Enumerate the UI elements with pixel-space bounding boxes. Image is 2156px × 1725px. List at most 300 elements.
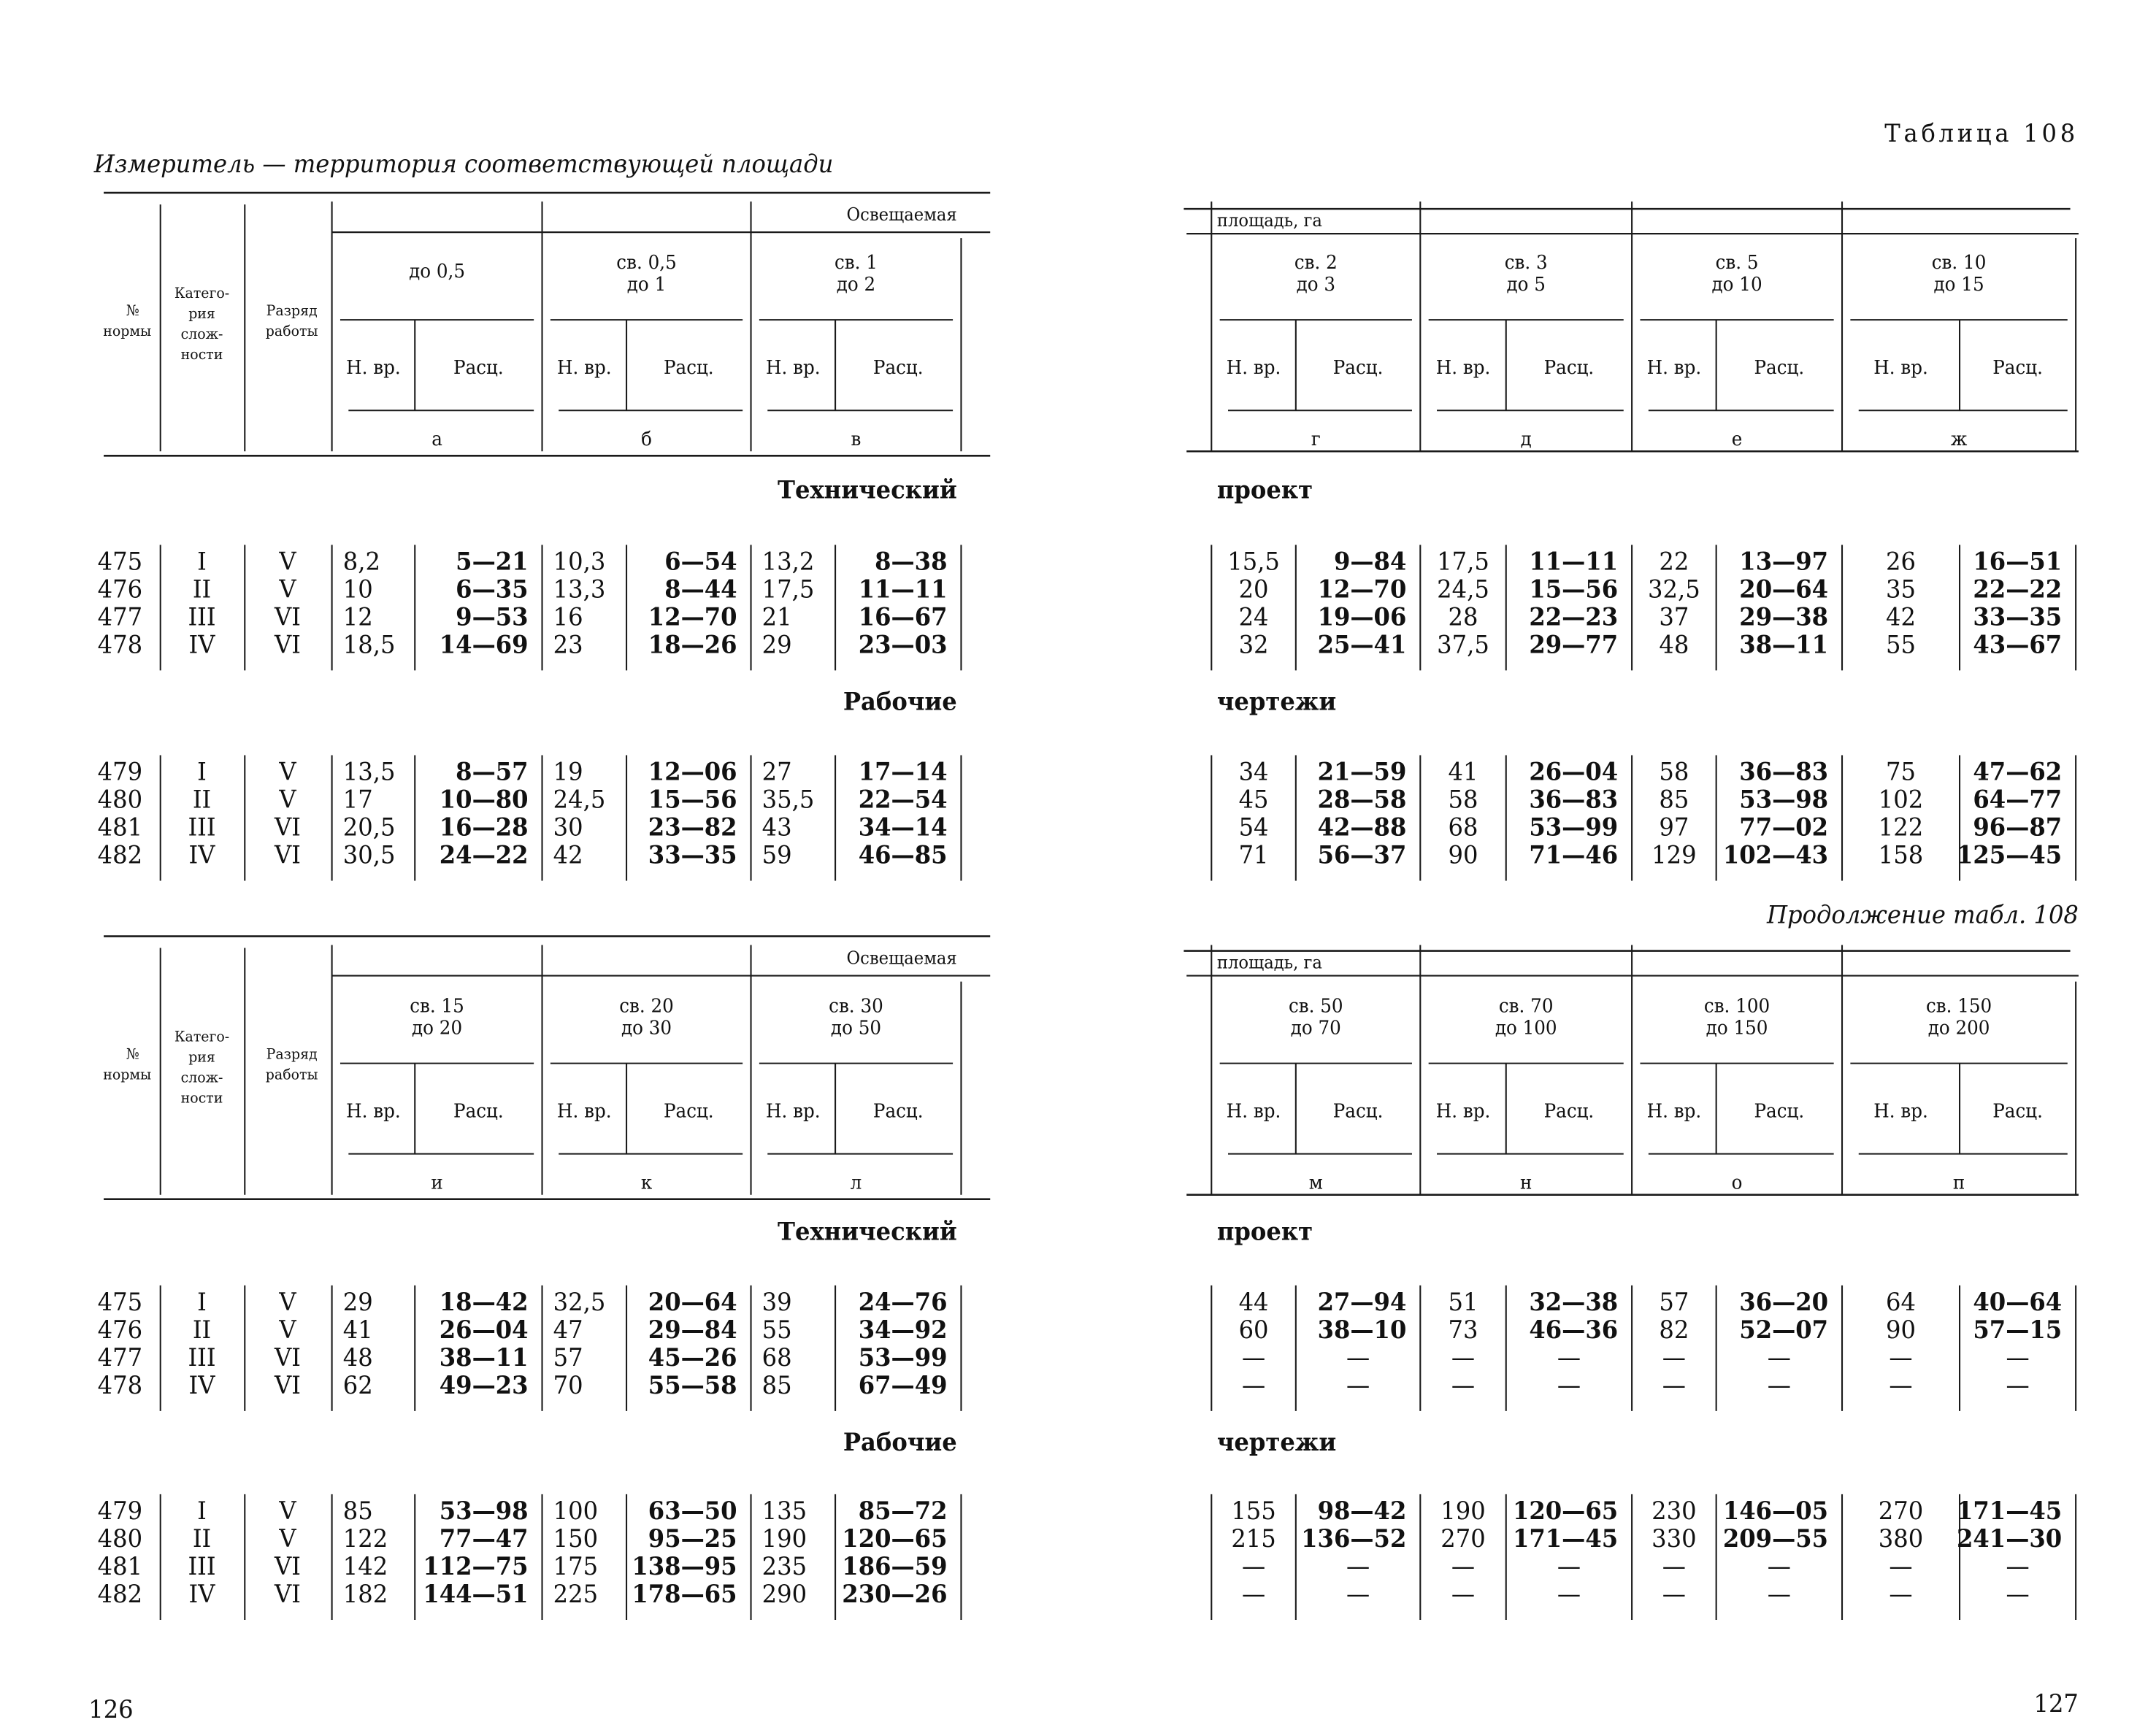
time-norm-value: 24,5 [1437,574,1489,604]
range-title-to: до 2 [836,272,876,296]
time-norm-value: 85 [342,1496,373,1526]
norm-header-label: нормы [103,322,152,340]
rate-value: 34—14 [858,812,948,842]
time-norm-value: 51 [1448,1286,1478,1316]
work-grade: VI [274,629,301,659]
rate-value: 14—69 [439,629,529,659]
rate-value: 22—23 [1529,602,1619,631]
time-norm-value: 8,2 [342,546,380,576]
rate-value: 120—65 [1512,1496,1619,1526]
norm-header-symbol: № [126,301,139,320]
range-title-from: св. 1 [835,250,878,274]
rate-value: 9—53 [456,602,529,631]
time-norm-value: 29 [342,1286,373,1316]
section-heading-left: Рабочие [843,686,957,716]
time-norm-label: Н. вр. [557,356,612,379]
range-title-from: св. 150 [1925,994,1992,1017]
rate-value: 27—94 [1317,1286,1407,1316]
rate-value: 96—87 [1973,812,2063,842]
category-header-text: ности [180,1089,223,1107]
section-heading-right: проект [1216,1216,1313,1246]
time-norm-value: 42 [1886,602,1917,631]
norm-header-symbol: № [126,1045,139,1063]
work-grade: VI [274,602,301,631]
range-title-from: св. 10 [1931,250,1987,274]
time-norm-value: 55 [1886,629,1917,659]
time-norm-value: — [1451,1369,1476,1400]
work-grade: V [279,546,296,576]
time-norm-value: 73 [1448,1314,1478,1344]
time-norm-value: 55 [761,1314,792,1344]
time-norm-value: 35,5 [761,784,815,814]
table-block-lower [98,937,2079,1620]
time-norm-value: — [1451,1342,1476,1372]
time-norm-value: 30 [553,812,583,842]
range-title-to: до 1 [626,272,667,296]
time-norm-value: 28 [1448,602,1478,631]
time-norm-value: — [1241,1342,1266,1372]
rate-value: 10—80 [439,784,529,814]
time-norm-value: 270 [1878,1496,1924,1526]
category-header-text: слож- [180,325,223,343]
column-letter: д [1520,427,1532,450]
column-letter: е [1731,427,1743,450]
time-norm-value: — [1889,1551,1913,1581]
time-norm-value: 85 [1659,784,1689,814]
rate-value: — [1346,1369,1370,1400]
rate-value: 33—35 [1973,602,2063,631]
time-norm-value: 54 [1238,812,1269,842]
rate-label: Расц. [1332,356,1384,379]
range-title-from: св. 5 [1715,250,1759,274]
rate-value: 16—51 [1973,546,2063,576]
time-norm-value: 58 [1659,756,1689,786]
complexity-category: III [188,1551,216,1581]
time-norm-value: 60 [1238,1314,1269,1344]
time-norm-value: — [1241,1579,1266,1609]
work-grade: V [279,756,296,786]
time-norm-label: Н. вр. [1646,356,1702,379]
time-norm-value: 70 [553,1369,583,1400]
rate-value: 45—26 [648,1342,737,1372]
rate-value: 29—77 [1529,629,1619,659]
section-heading-left: Технический [778,475,957,504]
work-grade: V [279,574,296,604]
column-letter: ж [1950,427,1968,450]
section-heading-right: проект [1216,475,1313,504]
rate-value: — [1346,1579,1370,1609]
time-norm-value: 48 [1659,629,1689,659]
time-norm-value: 270 [1440,1524,1486,1553]
rate-label: Расц. [1992,1099,2043,1122]
category-header-text: Катего- [174,284,230,302]
time-norm-value: — [1889,1579,1913,1609]
time-norm-value: 158 [1878,840,1924,869]
time-norm-value: 82 [1659,1314,1689,1344]
time-norm-value: 23 [553,629,583,659]
work-grade: VI [274,1369,301,1400]
time-norm-value: 30,5 [342,840,396,869]
norm-number: 478 [97,1369,143,1400]
table-title: Таблица 108 [1884,118,2079,148]
rate-label: Расц. [1754,1099,1805,1122]
time-norm-value: 235 [761,1551,807,1581]
complexity-category: II [192,574,212,604]
range-title-to: до 150 [1706,1015,1768,1039]
rate-value: 8—57 [456,756,529,786]
time-norm-value: — [1662,1342,1686,1372]
rate-value: 42—88 [1317,812,1407,842]
time-norm-value: 44 [1238,1286,1269,1316]
rate-value: 43—67 [1973,629,2063,659]
time-norm-value: 380 [1878,1524,1924,1553]
time-norm-label: Н. вр. [1226,356,1281,379]
complexity-category: IV [188,629,215,659]
rate-label: Расц. [453,356,504,379]
norm-number: 479 [97,1496,143,1526]
rate-value: 125—45 [1957,840,2063,869]
work-grade: VI [274,1579,301,1609]
time-norm-value: 230 [1651,1496,1697,1526]
time-norm-value: — [1662,1551,1686,1581]
rate-value: 36—83 [1739,756,1829,786]
time-norm-label: Н. вр. [1646,1099,1702,1122]
time-norm-value: 41 [1448,756,1478,786]
rate-value: — [1346,1342,1370,1372]
time-norm-value: 47 [553,1314,583,1344]
column-letter: о [1731,1171,1743,1194]
time-norm-value: 68 [1448,812,1478,842]
time-norm-value: — [1451,1579,1476,1609]
rate-value: 8—44 [664,574,737,604]
complexity-category: I [197,1286,207,1316]
time-norm-value: 190 [761,1524,807,1553]
time-norm-value: 45 [1238,784,1269,814]
rate-value: 16—67 [858,602,948,631]
rate-value: 112—75 [423,1551,529,1581]
rate-value: 15—56 [1529,574,1619,604]
time-norm-label: Н. вр. [1873,356,1928,379]
rate-value: 102—43 [1722,840,1829,869]
norm-number: 480 [97,784,143,814]
rate-value: 40—64 [1973,1286,2063,1316]
range-title-to: до 50 [830,1015,882,1039]
complexity-category: III [188,602,216,631]
range-title-from: св. 2 [1294,250,1338,274]
range-title-from: св. 70 [1498,994,1554,1017]
range-title-to: до 10 [1711,272,1762,296]
time-norm-value: 85 [761,1369,792,1400]
grade-header-text: Разряд [266,1045,318,1063]
norm-number: 481 [97,1551,143,1581]
norm-number: 481 [97,812,143,842]
time-norm-value: 90 [1448,840,1478,869]
rate-value: 56—37 [1317,840,1407,869]
complexity-category: III [188,812,216,842]
continuation-title: Продолжение табл. 108 [1766,899,2079,929]
rate-value: 32—38 [1529,1286,1619,1316]
rate-label: Расц. [1332,1099,1384,1122]
rate-value: 8—38 [875,546,948,576]
time-norm-value: 68 [761,1342,792,1372]
rate-label: Расц. [1992,356,2043,379]
rate-value: 136—52 [1301,1524,1407,1553]
complexity-category: II [192,784,212,814]
time-norm-label: Н. вр. [1873,1099,1928,1122]
time-norm-label: Н. вр. [346,356,401,379]
rate-value: 13—97 [1739,546,1829,576]
column-letter: г [1311,427,1321,450]
grade-header-text: Разряд [266,301,318,320]
area-unit-label: площадь, га [1216,210,1322,231]
time-norm-value: 97 [1659,812,1689,842]
rate-label: Расц. [872,356,924,379]
work-grade: VI [274,1551,301,1581]
rate-value: 21—59 [1317,756,1407,786]
norm-number: 476 [97,1314,143,1344]
grade-header-text: работы [265,1066,318,1083]
range-title-from: св. 3 [1504,250,1548,274]
rate-value: 29—84 [648,1314,737,1344]
time-norm-value: 12 [342,602,373,631]
time-norm-value: 42 [553,840,583,869]
time-norm-value: 29 [761,629,792,659]
time-norm-label: Н. вр. [1226,1099,1281,1122]
rate-value: 77—02 [1739,812,1829,842]
rate-value: — [2006,1579,2030,1609]
rate-value: 18—42 [439,1286,529,1316]
rate-value: 24—22 [439,840,529,869]
work-grade: VI [274,840,301,869]
category-header-text: Катего- [174,1028,230,1045]
time-norm-label: Н. вр. [346,1099,401,1122]
rate-label: Расц. [1543,356,1595,379]
left-page-number: 126 [88,1694,134,1724]
column-letter: а [431,427,442,450]
rate-value: 9—84 [1333,546,1407,576]
category-header-text: слож- [180,1069,223,1086]
time-norm-value: — [1889,1342,1913,1372]
rate-value: 6—54 [664,546,737,576]
rate-value: — [1767,1579,1791,1609]
section-heading-left: Технический [778,1216,957,1246]
time-norm-value: 75 [1886,756,1917,786]
rate-value: 24—76 [858,1286,948,1316]
area-unit-label: площадь, га [1216,951,1322,973]
range-title-to: до 100 [1495,1015,1557,1039]
rate-value: 25—41 [1317,629,1407,659]
complexity-category: II [192,1314,212,1344]
complexity-category: IV [188,1579,215,1609]
range-title-to: до 30 [621,1015,672,1039]
rate-value: 95—25 [648,1524,737,1553]
time-norm-value: 17,5 [1437,546,1489,576]
time-norm-value: 48 [342,1342,373,1372]
rate-value: 85—72 [858,1496,948,1526]
rate-value: — [1557,1579,1581,1609]
rate-value: — [1557,1342,1581,1372]
rate-value: 49—23 [439,1369,529,1400]
time-norm-value: — [1889,1369,1913,1400]
rate-value: — [2006,1369,2030,1400]
rate-value: 15—56 [648,784,737,814]
range-title-to: до 3 [1296,272,1336,296]
category-header-text: рия [188,304,215,323]
rate-value: 29—38 [1739,602,1829,631]
rate-value: 18—26 [648,629,737,659]
rate-value: 46—85 [858,840,948,869]
left-caption: Измеритель — территория соответствующей площади [93,149,834,179]
time-norm-value: 39 [761,1286,792,1316]
rate-label: Расц. [663,356,714,379]
work-grade: V [279,1314,296,1344]
rate-value: 38—11 [1739,629,1829,659]
time-norm-value: 142 [342,1551,388,1581]
norm-number: 477 [97,1342,143,1372]
section-heading-right: чертежи [1216,686,1337,716]
time-norm-value: 57 [1659,1286,1689,1316]
range-title-from: св. 50 [1288,994,1343,1017]
time-norm-value: 58 [1448,784,1478,814]
time-norm-value: 17 [342,784,373,814]
rate-value: 209—55 [1722,1524,1829,1553]
right-page-number: 127 [2033,1688,2079,1718]
range-title: до 0,5 [409,259,466,283]
column-letter: н [1520,1171,1532,1194]
column-letter: в [851,427,862,450]
rate-value: 57—15 [1973,1314,2063,1344]
rate-value: 11—11 [1529,546,1619,576]
time-norm-value: 10,3 [553,546,606,576]
norm-number: 475 [97,546,143,576]
time-norm-label: Н. вр. [1435,1099,1491,1122]
norm-number: 475 [97,1286,143,1316]
rate-value: 12—06 [648,756,737,786]
rate-value: — [1767,1342,1791,1372]
norm-number: 478 [97,629,143,659]
rate-value: 23—82 [648,812,737,842]
norm-number: 482 [97,840,143,869]
time-norm-value: 15,5 [1227,546,1280,576]
rate-value: 241—30 [1957,1524,2063,1553]
time-norm-value: 13,3 [553,574,606,604]
time-norm-value: 43 [761,812,792,842]
rate-value: 22—22 [1973,574,2063,604]
time-norm-value: 32,5 [553,1286,606,1316]
range-title-to: до 20 [411,1015,463,1039]
time-norm-value: — [1241,1369,1266,1400]
rate-value: 98—42 [1317,1496,1407,1526]
time-norm-value: 13,2 [761,546,815,576]
time-norm-value: 19 [553,756,583,786]
rate-value: — [2006,1342,2030,1372]
complexity-category: I [197,546,207,576]
norm-header-label: нормы [103,1066,152,1083]
time-norm-value: 290 [761,1579,807,1609]
time-norm-value: 330 [1651,1524,1697,1553]
time-norm-value: 21 [761,602,792,631]
rate-value: 26—04 [439,1314,529,1344]
work-grade: V [279,1286,296,1316]
time-norm-value: 100 [553,1496,599,1526]
rate-value: 146—05 [1722,1496,1829,1526]
time-norm-value: 20,5 [342,812,396,842]
range-title-to: до 5 [1506,272,1546,296]
time-norm-value: 59 [761,840,792,869]
complexity-category: I [197,756,207,786]
time-norm-value: 71 [1238,840,1269,869]
rate-value: 67—49 [858,1369,948,1400]
rate-value: 16—28 [439,812,529,842]
range-title-to: до 15 [1933,272,1984,296]
rate-value: 144—51 [423,1579,529,1609]
range-title-from: св. 100 [1703,994,1771,1017]
range-title-from: св. 0,5 [616,250,677,274]
time-norm-value: 13,5 [342,756,396,786]
column-letter: и [431,1171,443,1194]
time-norm-value: 102 [1878,784,1924,814]
rate-value: 71—46 [1529,840,1619,869]
rate-value: 53—99 [858,1342,948,1372]
rate-value: 33—35 [648,840,737,869]
rate-value: — [1767,1369,1791,1400]
rate-value: 34—92 [858,1314,948,1344]
time-norm-value: 225 [553,1579,599,1609]
norm-number: 476 [97,574,143,604]
time-norm-value: 35 [1886,574,1917,604]
norm-number: 482 [97,1579,143,1609]
grade-header-text: работы [265,322,318,340]
rate-value: 20—64 [1739,574,1829,604]
time-norm-value: 24,5 [553,784,606,814]
time-norm-label: Н. вр. [766,356,821,379]
rate-value: 38—10 [1317,1314,1407,1344]
rate-value: 11—11 [858,574,948,604]
rate-value: 77—47 [439,1524,529,1553]
rate-value: 138—95 [632,1551,737,1581]
time-norm-value: 62 [342,1369,373,1400]
column-letter: л [850,1171,862,1194]
rate-label: Расц. [453,1099,504,1122]
column-letter: п [1952,1171,1965,1194]
rate-value: 19—06 [1317,602,1407,631]
rate-value: 53—99 [1529,812,1619,842]
rate-value: 53—98 [1739,784,1829,814]
rate-value: 22—54 [858,784,948,814]
time-norm-value: 90 [1886,1314,1917,1344]
time-norm-value: — [1662,1369,1686,1400]
time-norm-value: 150 [553,1524,599,1553]
work-grade: V [279,1524,296,1553]
complexity-category: I [197,1496,207,1526]
time-norm-value: 122 [342,1524,388,1553]
work-grade: VI [274,812,301,842]
rate-value: — [2006,1551,2030,1581]
rate-value: — [1557,1551,1581,1581]
rate-value: 186—59 [842,1551,948,1581]
rate-value: 64—77 [1973,784,2063,814]
work-grade: VI [274,1342,301,1372]
rate-value: 12—70 [1317,574,1407,604]
rate-value: 23—03 [858,629,948,659]
rate-value: — [1346,1551,1370,1581]
work-grade: V [279,1496,296,1526]
category-header-text: рия [188,1048,215,1066]
rate-value: 171—45 [1512,1524,1619,1553]
rate-value: 12—70 [648,602,737,631]
time-norm-value: 34 [1238,756,1269,786]
norm-number: 479 [97,756,143,786]
